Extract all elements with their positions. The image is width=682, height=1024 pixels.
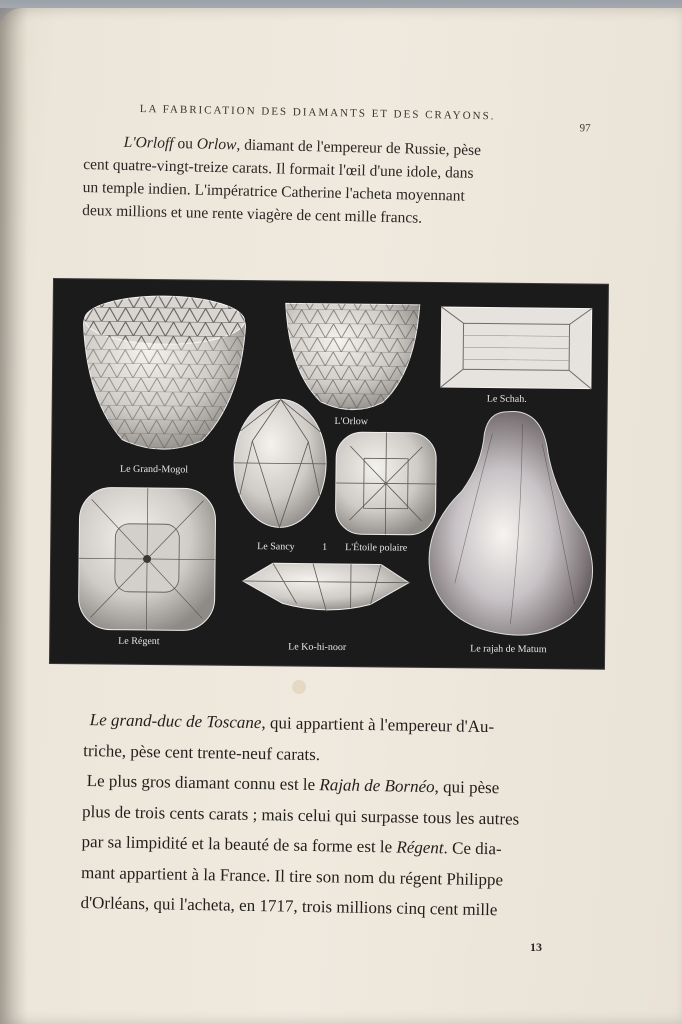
grand-mogol-diamond [82,295,246,450]
text-fragment: ou [173,135,197,153]
text-fragment: , diamant de l'empereur de Russie, pèse [236,136,482,160]
text-fragment: par sa limpidité et la beauté de sa forme est le [81,831,397,857]
etoile-polaire-diamond [335,432,436,535]
text-line: d'Orléans, qui l'acheta, en 1717, trois millions cinq cent mille [80,892,498,920]
body-paragraphs [80,705,608,928]
label-grand-mogol: Le Grand-Mogol [119,463,189,476]
engraved-diamond-plate [50,279,608,669]
intro-paragraph [82,130,604,234]
label-etoile-polaire: L'Étoile polaire [345,542,408,554]
signature-mark: 13 [530,940,542,954]
schah-diamond [441,307,592,389]
label-schah: Le Schah. [486,393,527,405]
italic-term: L'Orloff [123,133,174,153]
regent-diamond [78,487,215,630]
sancy-diamond [233,399,326,528]
text-fragment: Le plus gros diamant connu est le [86,771,320,795]
text-line: un temple indien. L'impératrice Catherine l'acheta moyennant [82,178,465,205]
label-orlow: L'Orlow [334,415,369,428]
text-fragment: , qui appartient à l'empereur d'Au- [261,713,495,737]
kohinoor-diamond [243,563,409,613]
label-sancy: Le Sancy [257,541,295,553]
text-line: deux millions et une rente viagère de cent mille francs. [81,201,423,227]
rajah-pear-diamond [428,411,594,636]
text-fragment: , qui pèse [434,777,500,798]
label-kohinoor: Le Ko-hi-noor [288,641,347,654]
paper-stain [292,680,306,694]
italic-term: Orlow [196,135,237,154]
spine-shadow [0,8,28,1024]
text-line: triche, pèse cent trente-neuf carats. [83,740,321,764]
italic-term: Régent [396,837,444,858]
text-line: mant appartient à la France. Il tire son nom du régent Philippe [80,862,504,889]
text-fragment: . Ce dia- [443,838,502,859]
orlow-diamond [285,303,420,410]
italic-term: Rajah de Bornéo [319,775,435,797]
label-plate-numeral: 1 [322,541,328,553]
italic-term: Le grand-duc de Toscane [89,710,262,733]
label-rajah-matum: Le rajah de Matum [470,643,547,656]
page-number: 97 [579,122,591,135]
running-title: LA FABRICATION DES DIAMANTS ET DES CRAYONS. [139,103,496,123]
text-line: plus de trois cents carats ; mais celui qui surpasse tous les autres [81,801,520,829]
label-regent: Le Régent [118,635,160,648]
text-line: cent quatre-vingt-treize carats. Il formait l'œil d'une idole, dans [83,155,474,182]
